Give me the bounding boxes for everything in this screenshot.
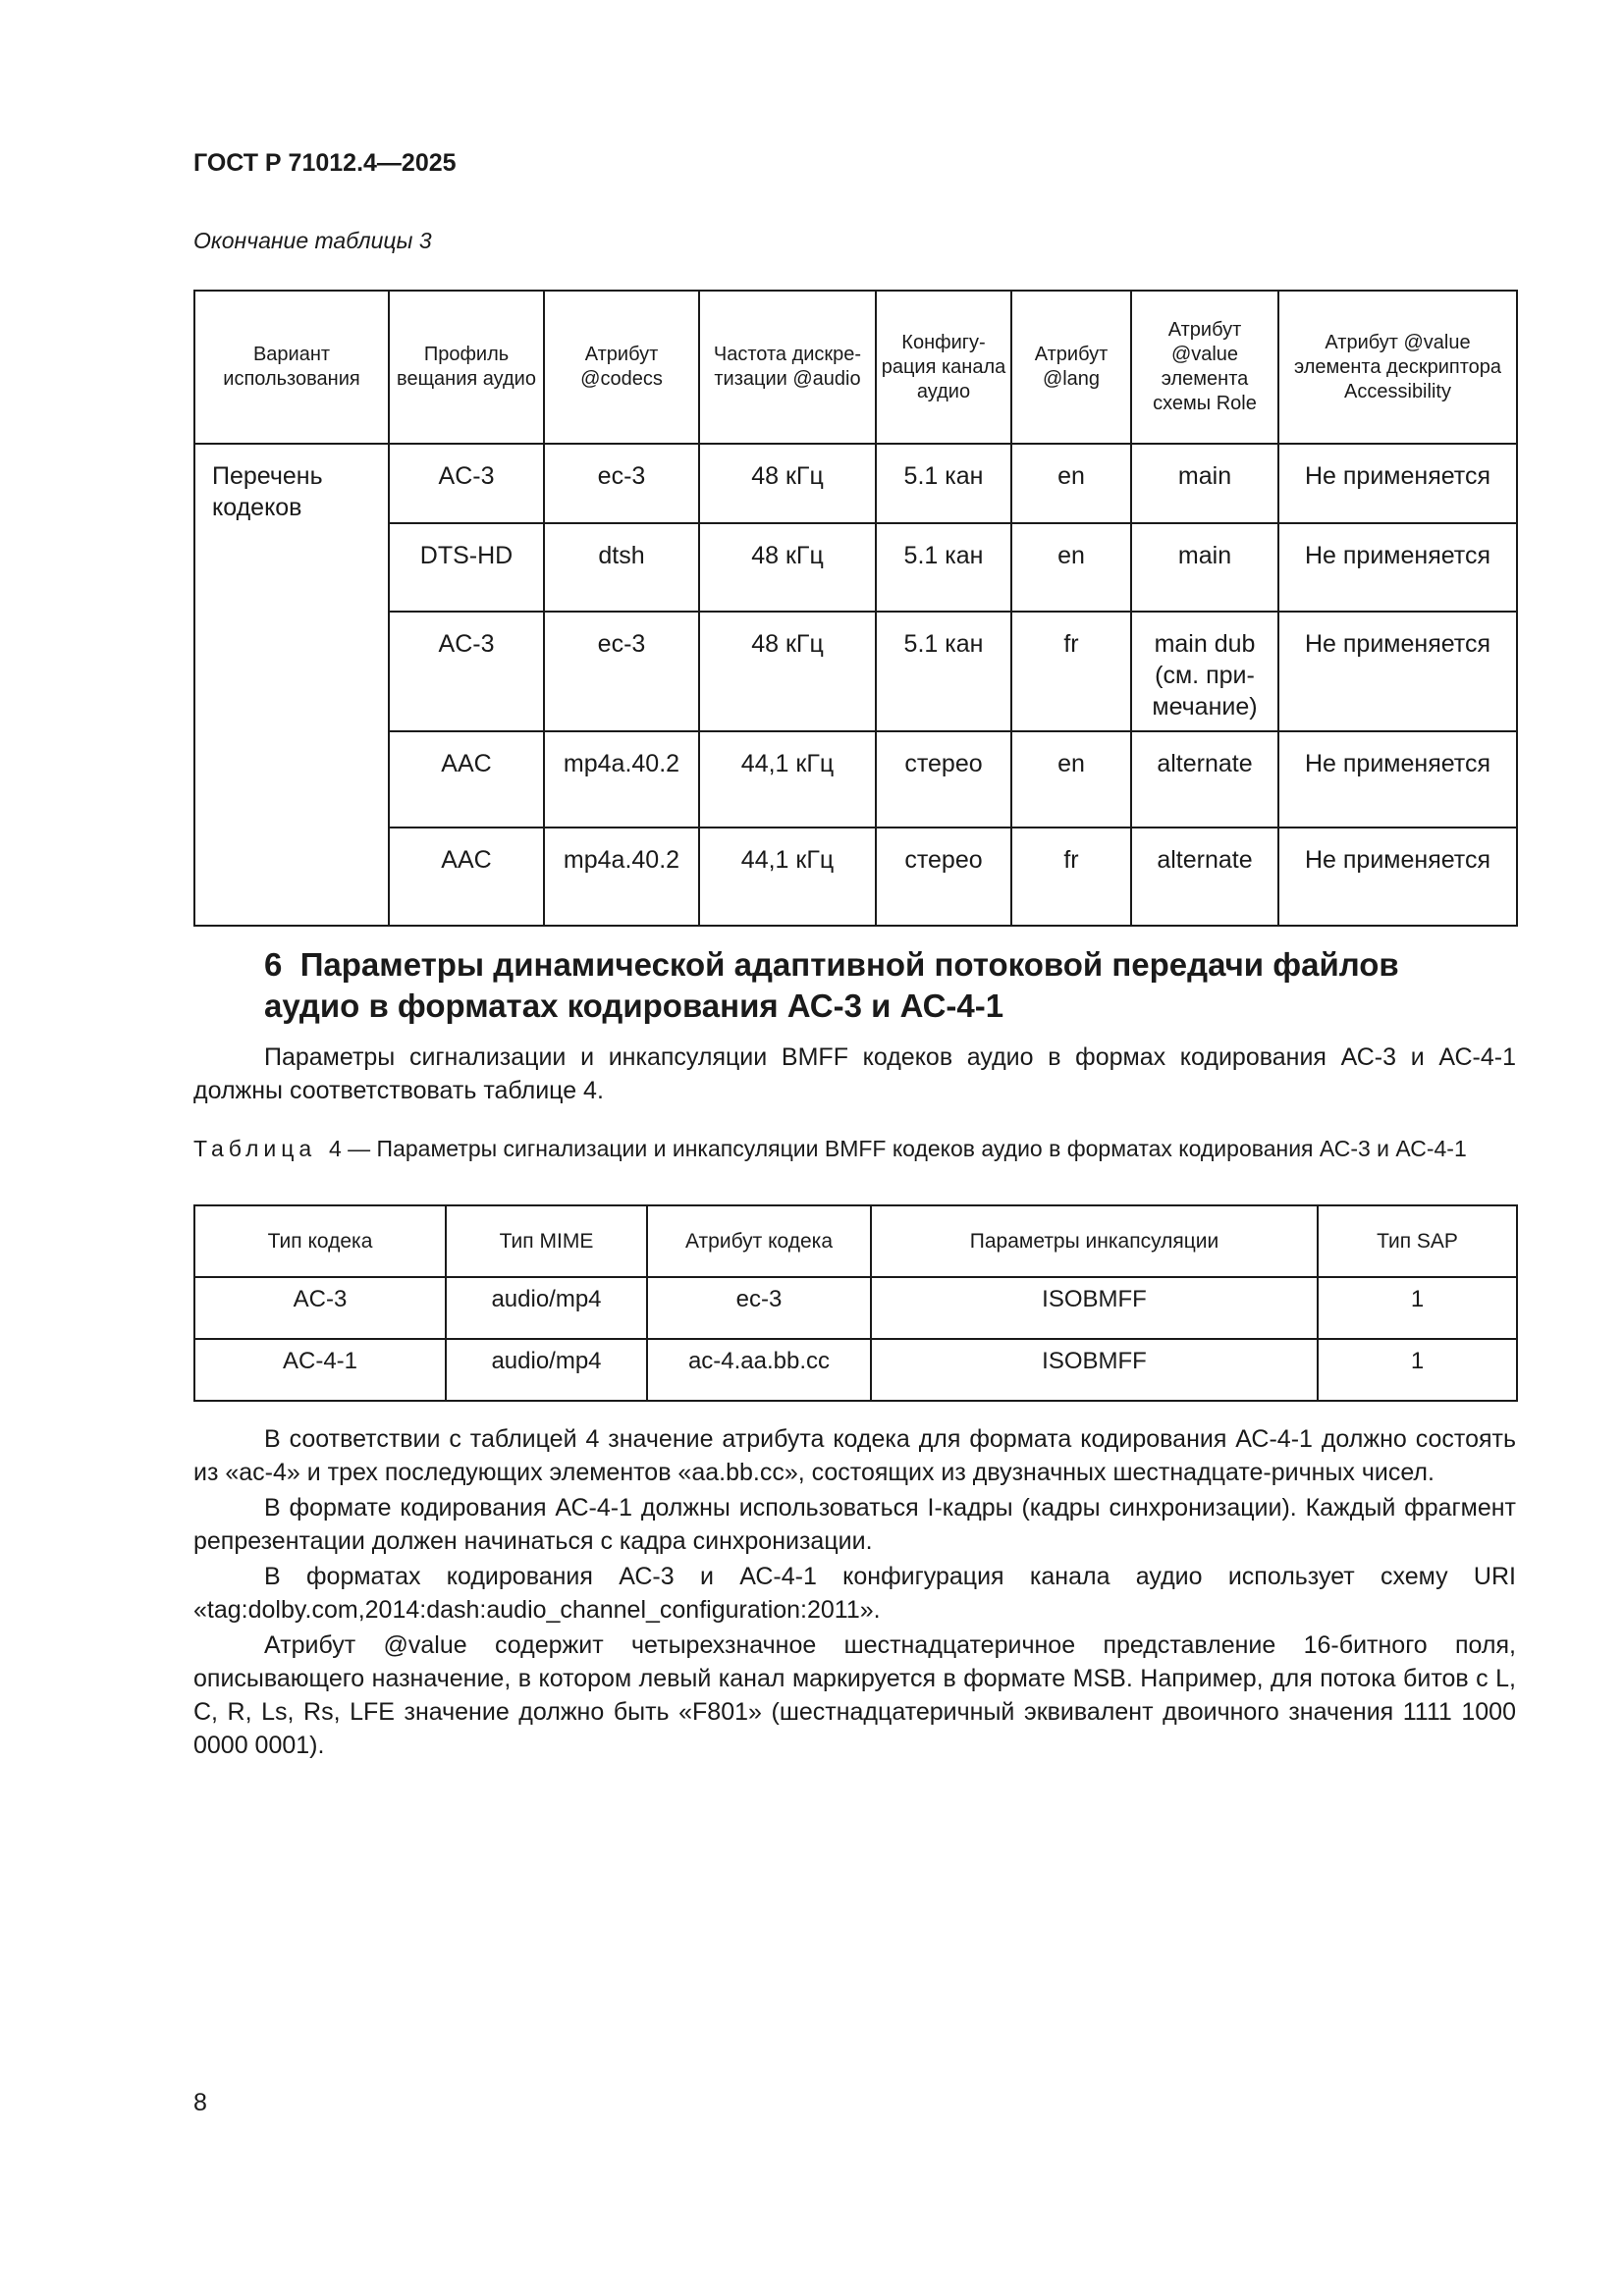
table-3-header-cell: Вариант использования — [194, 291, 389, 444]
table-cell: alternate — [1131, 731, 1278, 828]
table-cell: 44,1 кГц — [699, 731, 876, 828]
document-id: ГОСТ Р 71012.4—2025 — [193, 149, 457, 177]
table-cell: AC-4-1 — [194, 1339, 446, 1401]
table-cell: AAC — [389, 828, 544, 926]
table-row — [194, 1339, 1517, 1401]
table-cell: en — [1011, 731, 1131, 828]
table-cell: 48 кГц — [699, 612, 876, 731]
table-cell: fr — [1011, 612, 1131, 731]
table-row — [194, 1277, 1517, 1339]
table-cell: en — [1011, 444, 1131, 523]
table-cell: main — [1131, 523, 1278, 612]
table-cell: Не применяется — [1278, 828, 1517, 926]
table-cell: стерео — [876, 828, 1011, 926]
table-cell: Не применяется — [1278, 444, 1517, 523]
table-4-header-cell: Атрибут кодека — [647, 1205, 871, 1277]
table-cell: en — [1011, 523, 1131, 612]
table-cell: mp4a.40.2 — [544, 828, 699, 926]
table-3 — [193, 290, 1518, 927]
table-4-header-cell: Тип MIME — [446, 1205, 647, 1277]
table-cell: 48 кГц — [699, 523, 876, 612]
use-case-cell-empty — [194, 523, 389, 612]
table-cell: AC-3 — [389, 612, 544, 731]
body-text — [193, 1422, 1516, 1764]
table-4 — [193, 1204, 1518, 1402]
table-continuation-label: Окончание таблицы 3 — [193, 228, 432, 253]
table-cell: main — [1131, 444, 1278, 523]
table-4-caption-label: Таблица — [193, 1136, 317, 1161]
table-4-header-row — [194, 1205, 1517, 1277]
table-3-header-cell: Атрибут @codecs — [544, 291, 699, 444]
table-cell: Не применяется — [1278, 523, 1517, 612]
table-row — [194, 612, 1517, 731]
table-3-header-cell: Частота дискре-тизации @audio — [699, 291, 876, 444]
table-row — [194, 731, 1517, 828]
paragraph: В формате кодирования АС-4-1 должны использоваться I-кадры (кадры синхронизации). Каждый фрагмент репрезентации должен начинаться с кадра синхронизации. — [193, 1494, 1516, 1555]
table-cell: ec-3 — [544, 612, 699, 731]
table-4-header-cell: Тип кодека — [194, 1205, 446, 1277]
intro-paragraph: Параметры сигнализации и инкапсуляции BMFF кодеков аудио в формах кодирования АС-3 и АС-4-1 должны соответствовать таблице 4. — [193, 1043, 1516, 1104]
use-case-cell-empty — [194, 731, 389, 828]
table-cell: main dub (см. при-мечание) — [1131, 612, 1278, 731]
table-3-header-cell: Конфигу-рация канала аудио — [876, 291, 1011, 444]
table-3-header-cell: Атрибут @lang — [1011, 291, 1131, 444]
table-cell: AAC — [389, 731, 544, 828]
table-3-header-cell: Атрибут @value элемента дескриптора Accessibility — [1278, 291, 1517, 444]
table-cell: 5.1 кан — [876, 444, 1011, 523]
table-cell: Не применяется — [1278, 612, 1517, 731]
use-case-cell: Перечень кодеков — [194, 444, 389, 523]
table-3-header-cell: Профиль вещания аудио — [389, 291, 544, 444]
table-cell: dtsh — [544, 523, 699, 612]
table-cell: ISOBMFF — [871, 1277, 1318, 1339]
section-title-line-1: Параметры динамической адаптивной потоковой передачи файлов — [299, 946, 1399, 983]
section-number: 6 — [264, 946, 283, 983]
page-number: 8 — [193, 2089, 207, 2116]
table-cell: audio/mp4 — [446, 1277, 647, 1339]
paragraph: В соответствии с таблицей 4 значение атрибута кодека для формата кодирования АС-4-1 должно состоять из «ac-4» и трех последующих элементов «aa.bb.cc», состоящих из двузначных шестнадцате-ричных чисел. — [193, 1425, 1516, 1486]
table-cell: AC-3 — [389, 444, 544, 523]
table-cell: AC-3 — [194, 1277, 446, 1339]
table-row — [194, 444, 1517, 523]
table-cell: alternate — [1131, 828, 1278, 926]
table-row — [194, 828, 1517, 926]
section-heading — [264, 944, 1399, 1027]
use-case-cell-empty — [194, 828, 389, 926]
use-case-cell-empty — [194, 612, 389, 731]
table-cell: Не применяется — [1278, 731, 1517, 828]
table-cell: 5.1 кан — [876, 612, 1011, 731]
paragraph: В форматах кодирования АС-3 и АС-4-1 конфигурация канала аудио использует схему URI «tag:dolby.com,2014:dash:audio_channel_configuration:2011». — [193, 1563, 1516, 1624]
table-cell: стерео — [876, 731, 1011, 828]
table-3-header-row — [194, 291, 1517, 444]
table-cell: ISOBMFF — [871, 1339, 1318, 1401]
table-4-caption — [193, 1135, 1516, 1163]
section-title-line-2: аудио в форматах кодирования АС-3 и АС-4-1 — [264, 988, 1004, 1024]
table-4-header-cell: Параметры инкапсуляции — [871, 1205, 1318, 1277]
table-cell: 1 — [1318, 1277, 1517, 1339]
table-cell: ec-3 — [647, 1277, 871, 1339]
table-cell: fr — [1011, 828, 1131, 926]
table-cell: mp4a.40.2 — [544, 731, 699, 828]
table-cell: audio/mp4 — [446, 1339, 647, 1401]
paragraph: Атрибут @value содержит четырехзначное шестнадцатеричное представление 16-битного поля, описывающего назначение, в котором левый канал маркируется в формате MSB. Например, для потока битов с L, C, R, Ls, Rs, LFE значение должно быть «F801» (шестнадцатеричный эквивалент двоичного значения 1111 1000 0000 0001). — [193, 1631, 1516, 1759]
table-cell: ac-4.aa.bb.cc — [647, 1339, 871, 1401]
table-cell: DTS-HD — [389, 523, 544, 612]
table-4-caption-text: 4 — Параметры сигнализации и инкапсуляции BMFF кодеков аудио в форматах кодирования АС-3 и АС-4-1 — [328, 1136, 1467, 1161]
table-cell: 44,1 кГц — [699, 828, 876, 926]
table-cell: 5.1 кан — [876, 523, 1011, 612]
section-heading-line-1 — [264, 944, 1399, 986]
table-cell: 48 кГц — [699, 444, 876, 523]
table-cell: ec-3 — [544, 444, 699, 523]
table-4-header-cell: Тип SAP — [1318, 1205, 1517, 1277]
table-row — [194, 523, 1517, 612]
table-3-header-cell: Атрибут @value элемента схемы Role — [1131, 291, 1278, 444]
table-cell: 1 — [1318, 1339, 1517, 1401]
